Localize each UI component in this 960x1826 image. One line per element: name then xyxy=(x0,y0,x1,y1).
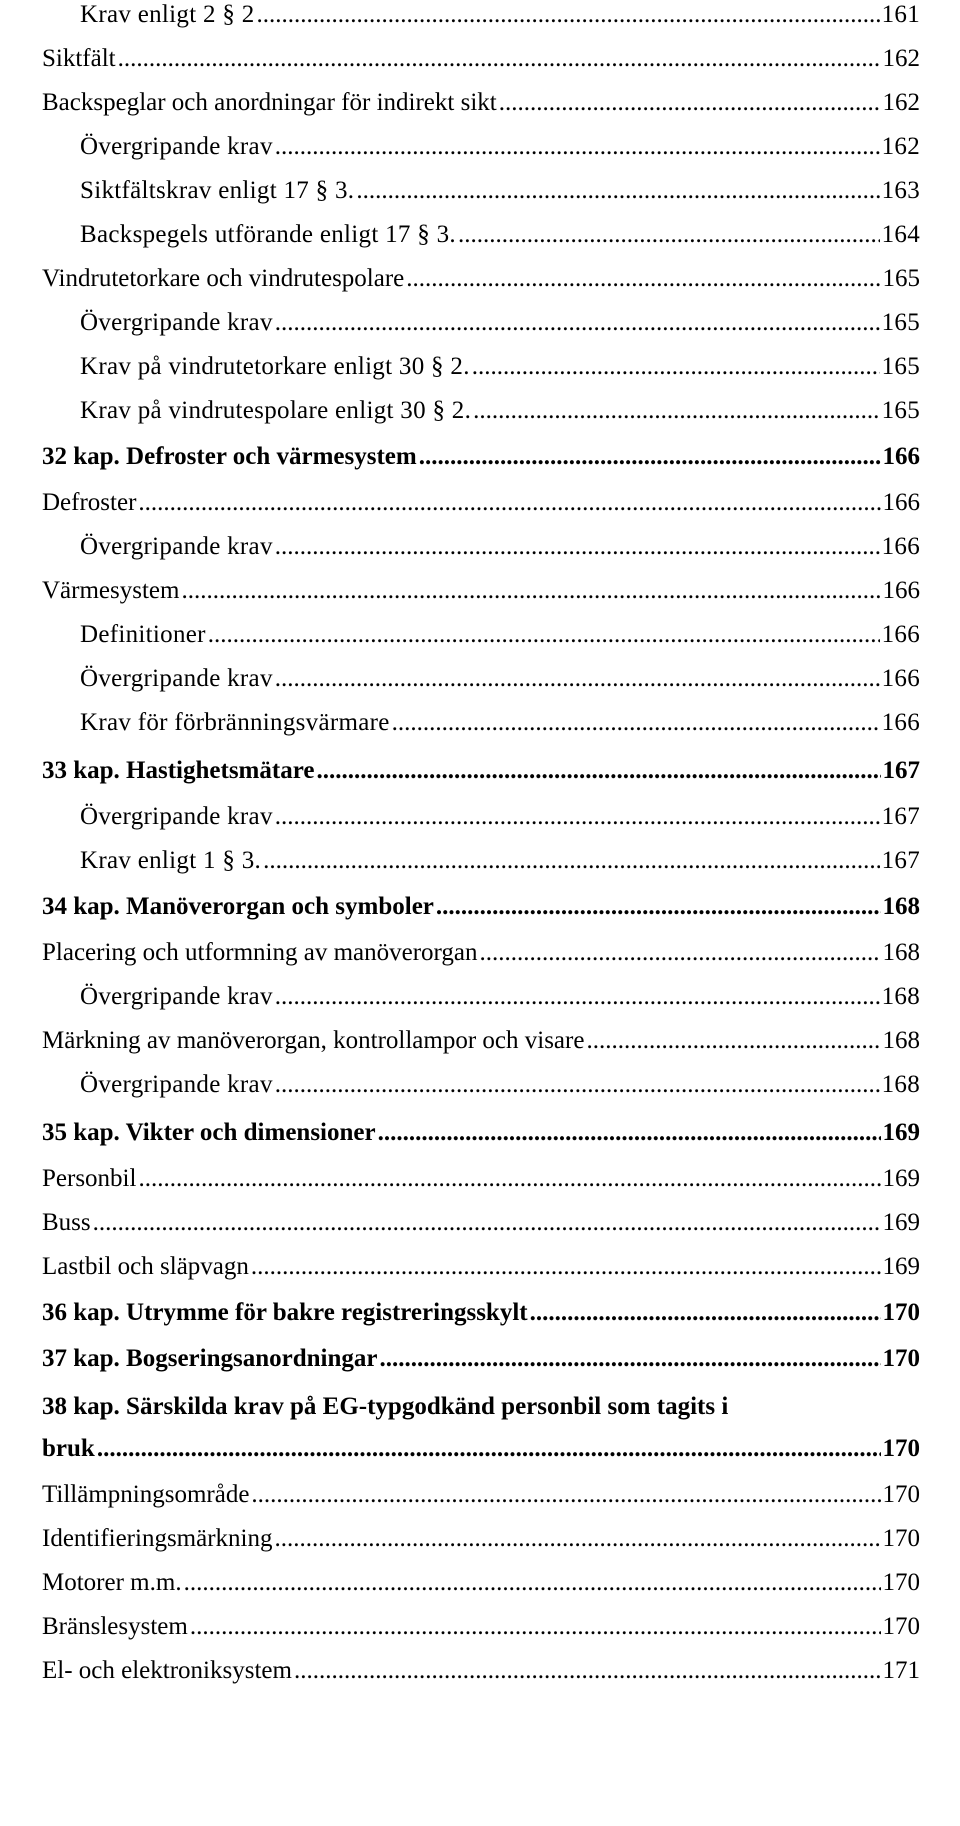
leader-dots xyxy=(184,1568,881,1598)
toc-chapter[interactable] xyxy=(42,756,920,786)
leader-dots xyxy=(275,132,880,162)
toc-chapter-page: 166 xyxy=(882,443,920,470)
leader-dots xyxy=(251,1252,881,1282)
toc-entry[interactable] xyxy=(42,938,920,968)
toc-entry-page: 169 xyxy=(882,1253,920,1280)
toc-entry-page: 169 xyxy=(882,1165,920,1192)
toc-entry-label: El- och elektroniksystem xyxy=(42,1657,292,1684)
leader-dots xyxy=(190,1612,881,1642)
leader-dots xyxy=(436,892,881,922)
toc-entry-page: 162 xyxy=(881,133,920,160)
toc-entry-label: Siktfält xyxy=(42,45,116,72)
toc-chapter-label: 34 kap. Manöverorgan och symboler xyxy=(42,893,434,920)
leader-dots xyxy=(380,1344,881,1374)
toc-entry[interactable] xyxy=(42,1164,920,1194)
toc-entry[interactable] xyxy=(80,220,920,250)
toc-chapter-page: 168 xyxy=(882,893,920,920)
toc-entry-page: 170 xyxy=(882,1569,920,1596)
toc-entry-label: Övergripande krav xyxy=(80,533,273,560)
toc-entry[interactable] xyxy=(42,1208,920,1238)
toc-entry-label: Tillämpningsområde xyxy=(42,1481,250,1508)
toc-entry-page: 169 xyxy=(882,1209,920,1236)
leader-dots xyxy=(480,938,881,968)
toc-entry-page: 162 xyxy=(882,45,920,72)
toc-entry-label: Identifieringsmärkning xyxy=(42,1525,273,1552)
toc-entry-label: Övergripande krav xyxy=(80,133,273,160)
toc-entry-label: Backspegels utförande enligt 17 § 3. xyxy=(80,221,456,248)
toc-chapter[interactable] xyxy=(42,1118,920,1148)
toc-entry-label: Övergripande krav xyxy=(80,309,273,336)
toc-entry[interactable] xyxy=(80,0,920,30)
toc-entry[interactable] xyxy=(42,1612,920,1642)
toc-entry-label: Vindrutetorkare och vindrutespolare xyxy=(42,265,405,292)
toc-chapter[interactable] xyxy=(42,1344,920,1374)
toc-entry[interactable] xyxy=(42,264,920,294)
leader-dots xyxy=(138,1164,880,1194)
toc-entry-page: 168 xyxy=(881,1071,920,1098)
leader-dots xyxy=(138,488,880,518)
leader-dots xyxy=(275,1524,881,1554)
leader-dots xyxy=(275,532,880,562)
toc-entry-page: 170 xyxy=(882,1613,920,1640)
toc-entry-label: Krav på vindrutetorkare enligt 30 § 2. xyxy=(80,353,470,380)
toc-chapter-title-line[interactable]: 38 kap. Särskilda krav på EG-typgodkänd personbil som tagits i xyxy=(42,1393,729,1420)
toc-entry-page: 165 xyxy=(882,265,920,292)
toc-entry-label: Buss xyxy=(42,1209,91,1236)
leader-dots xyxy=(97,1434,881,1464)
toc-entry-label: Värmesystem xyxy=(42,577,180,604)
toc-chapter-label: bruk xyxy=(42,1435,95,1462)
toc-entry-page: 163 xyxy=(881,177,920,204)
toc-entry[interactable] xyxy=(80,620,920,650)
toc-entry[interactable] xyxy=(42,1568,920,1598)
toc-entry-page: 170 xyxy=(882,1481,920,1508)
toc-entry[interactable] xyxy=(42,576,920,606)
toc-entry-label: Övergripande krav xyxy=(80,665,273,692)
leader-dots xyxy=(458,220,880,250)
toc-entry[interactable] xyxy=(80,532,920,562)
leader-dots xyxy=(406,264,880,294)
toc-chapter[interactable] xyxy=(42,1298,920,1328)
toc-entry-page: 162 xyxy=(882,89,920,116)
toc-entry-label: Övergripande krav xyxy=(80,1071,273,1098)
toc-entry-page: 166 xyxy=(881,533,920,560)
leader-dots xyxy=(586,1026,880,1056)
leader-dots xyxy=(275,982,880,1012)
toc-entry-label: Backspeglar och anordningar för indirekt sikt xyxy=(42,89,497,116)
toc-entry[interactable] xyxy=(80,308,920,338)
toc-entry[interactable] xyxy=(80,708,920,738)
toc-entry-page: 167 xyxy=(881,803,920,830)
toc-entry-label: Krav för förbränningsvärmare xyxy=(80,709,390,736)
toc-entry-page: 166 xyxy=(881,665,920,692)
leader-dots xyxy=(473,396,879,426)
toc-entry-label: Personbil xyxy=(42,1165,137,1192)
toc-entry-page: 166 xyxy=(881,621,920,648)
leader-dots xyxy=(275,1070,880,1100)
toc-entry[interactable] xyxy=(42,44,920,74)
toc-chapter[interactable] xyxy=(42,442,920,472)
toc-entry[interactable] xyxy=(42,1656,920,1686)
toc-entry[interactable] xyxy=(80,982,920,1012)
toc-entry-page: 165 xyxy=(881,309,920,336)
toc-chapter-page: 170 xyxy=(882,1345,920,1372)
toc-chapter-label: 32 kap. Defroster och värmesystem xyxy=(42,443,417,470)
toc-entry[interactable] xyxy=(80,176,920,206)
toc-entry-label: Defroster xyxy=(42,489,137,516)
toc-chapter[interactable] xyxy=(42,892,920,922)
toc-entry-page: 164 xyxy=(881,221,920,248)
leader-dots xyxy=(275,802,880,832)
toc-entry[interactable] xyxy=(80,664,920,694)
leader-dots xyxy=(294,1656,881,1686)
leader-dots xyxy=(257,0,880,30)
toc-entry[interactable] xyxy=(42,88,920,118)
leader-dots xyxy=(208,620,880,650)
toc-entry[interactable] xyxy=(80,132,920,162)
leader-dots xyxy=(275,308,880,338)
toc-entry-page: 161 xyxy=(881,1,920,28)
toc-entry[interactable] xyxy=(42,488,920,518)
toc-entry[interactable] xyxy=(42,1480,920,1510)
toc-chapter-label: 36 kap. Utrymme för bakre registreringsskylt xyxy=(42,1299,528,1326)
toc-entry-label: Övergripande krav xyxy=(80,803,273,830)
toc-chapter-page: 170 xyxy=(882,1435,920,1462)
leader-dots xyxy=(181,576,880,606)
leader-dots xyxy=(530,1298,881,1328)
leader-dots xyxy=(93,1208,881,1238)
toc-entry-label: Krav enligt 2 § 2 xyxy=(80,1,255,28)
leader-dots xyxy=(472,352,880,382)
leader-dots xyxy=(275,664,880,694)
toc-entry-page: 171 xyxy=(882,1657,920,1684)
toc-entry-label: Märkning av manöverorgan, kontrollampor och visare xyxy=(42,1027,585,1054)
toc-entry-page: 168 xyxy=(882,939,920,966)
toc-entry-label: Bränslesystem xyxy=(42,1613,188,1640)
leader-dots xyxy=(316,756,880,786)
toc-entry-label: Motorer m.m. xyxy=(42,1569,182,1596)
toc-entry-label: Lastbil och släpvagn xyxy=(42,1253,249,1280)
toc-chapter-page: 170 xyxy=(882,1299,920,1326)
toc-entry[interactable] xyxy=(42,1252,920,1282)
toc-entry[interactable] xyxy=(80,802,920,832)
toc-entry-label: Definitioner xyxy=(80,621,206,648)
toc-entry-page: 167 xyxy=(881,847,920,874)
leader-dots xyxy=(499,88,881,118)
toc-entry-page: 166 xyxy=(882,489,920,516)
toc-entry-label: Övergripande krav xyxy=(80,983,273,1010)
toc-entry-page: 165 xyxy=(881,397,920,424)
toc-chapter-label: 37 kap. Bogseringsanordningar xyxy=(42,1345,378,1372)
leader-dots xyxy=(263,846,880,876)
toc-entry[interactable] xyxy=(80,396,920,426)
toc-chapter-page: 169 xyxy=(882,1119,920,1146)
toc-entry-label: Krav enligt 1 § 3. xyxy=(80,847,262,874)
leader-dots xyxy=(392,708,880,738)
toc-entry-page: 166 xyxy=(881,709,920,736)
leader-dots xyxy=(251,1480,880,1510)
toc-entry-page: 168 xyxy=(881,983,920,1010)
toc-entry-label: Siktfältskrav enligt 17 § 3. xyxy=(80,177,355,204)
toc-entry[interactable] xyxy=(80,352,920,382)
leader-dots xyxy=(378,1118,881,1148)
toc-entry[interactable] xyxy=(42,1026,920,1056)
toc-entry[interactable] xyxy=(80,846,920,876)
toc-entry-page: 165 xyxy=(881,353,920,380)
toc-chapter-page: 167 xyxy=(882,757,920,784)
toc-entry-label: Placering och utformning av manöverorgan xyxy=(42,939,478,966)
toc-entry[interactable] xyxy=(80,1070,920,1100)
toc-chapter-label: 35 kap. Vikter och dimensioner xyxy=(42,1119,376,1146)
toc-entry[interactable] xyxy=(42,1524,920,1554)
leader-dots xyxy=(356,176,879,206)
leader-dots xyxy=(118,44,881,74)
toc-entry-label: Krav på vindrutespolare enligt 30 § 2. xyxy=(80,397,472,424)
toc-entry-page: 170 xyxy=(882,1525,920,1552)
toc-chapter[interactable] xyxy=(42,1434,920,1464)
toc-entry-page: 166 xyxy=(882,577,920,604)
toc-chapter-label: 33 kap. Hastighetsmätare xyxy=(42,757,315,784)
toc-entry-page: 168 xyxy=(882,1027,920,1054)
leader-dots xyxy=(419,442,881,472)
